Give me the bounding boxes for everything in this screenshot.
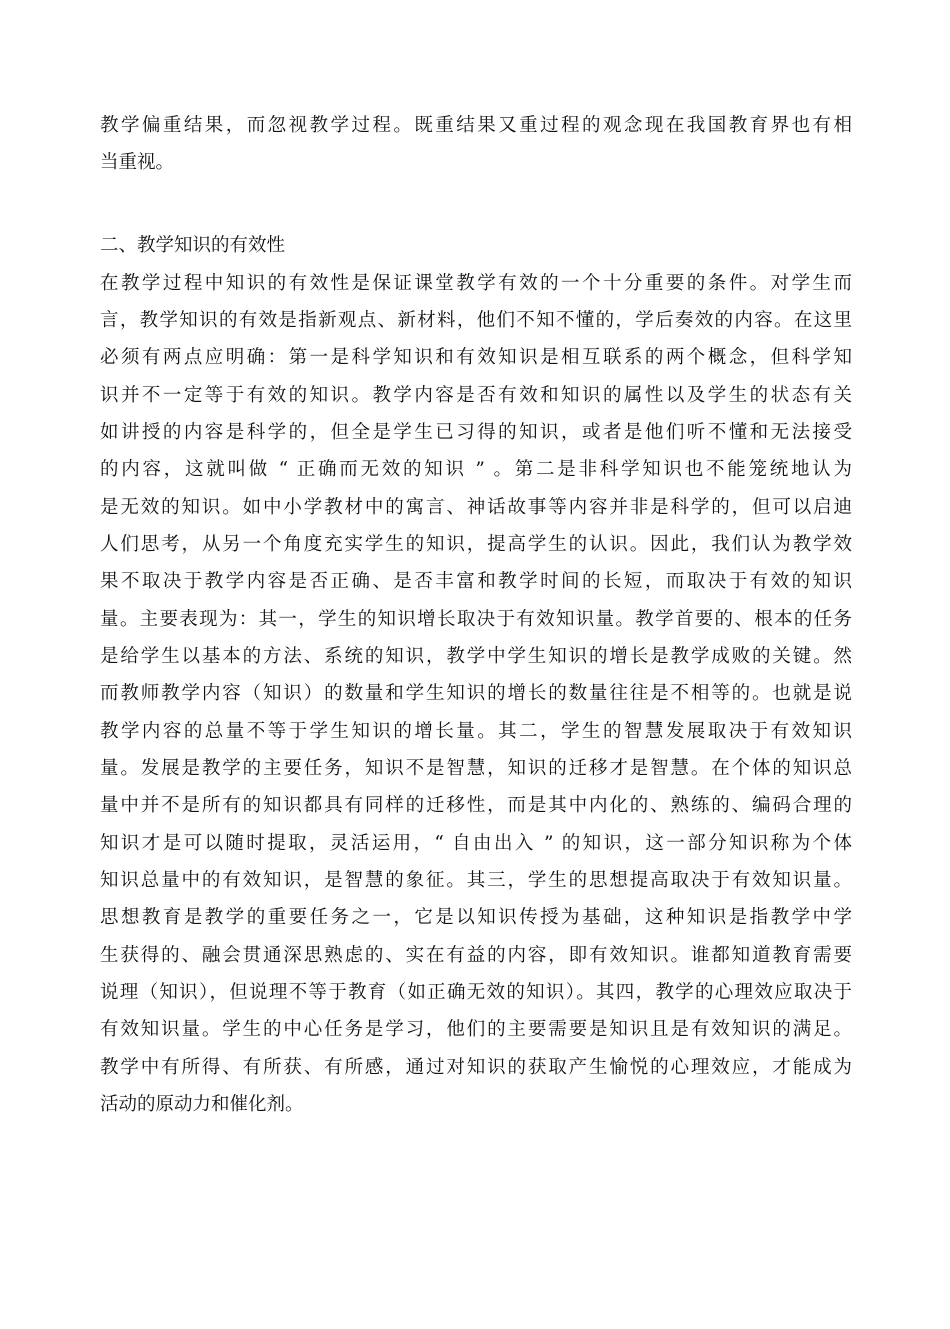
paragraph-2-line-22: 教学中有所得、有所获、有所感，通过对知识的获取产生愉悦的心理效应，才能成为 [100, 1057, 852, 1078]
paragraph-2-line-17: 知识总量中的有效知识，是智慧的象征。其三，学生的思想提高取决于有效知识量。 [100, 870, 852, 891]
paragraph-2-line-9: 果不取决于教学内容是否正确、是否丰富和教学时间的长短，而取决于有效的知识 [100, 571, 852, 592]
paragraph-2-line-13: 教学内容的总量不等于学生知识的增长量。其二，学生的智慧发展取决于有效知识 [100, 721, 852, 742]
paragraph-2-line-5: 如讲授的内容是科学的，但全是学生已习得的知识，或者是他们听不懂和无法接受 [100, 422, 852, 443]
paragraph-2-line-2: 言，教学知识的有效是指新观点、新材料，他们不知不懂的，学后奏效的内容。在这里 [100, 310, 852, 331]
paragraph-2-line-15: 量中并不是所有的知识都具有同样的迁移性，而是其中内化的、熟练的、编码合理的 [100, 795, 852, 816]
paragraph-2-line-10: 量。主要表现为：其一，学生的知识增长取决于有效知识量。教学首要的、根本的任务 [100, 609, 852, 630]
section-heading: 二、教学知识的有效性 [100, 235, 286, 256]
paragraph-2-line-21: 有效知识量。学生的中心任务是学习，他们的主要需要是知识且是有效知识的满足。 [100, 1019, 852, 1040]
paragraph-2-line-6: 的内容，这就叫做 “ 正确而无效的知识 ” 。第二是非科学知识也不能笼统地认为 [100, 459, 852, 480]
paragraph-2-line-14: 量。发展是教学的主要任务，知识不是智慧，知识的迁移才是智慧。在个体的知识总 [100, 758, 852, 779]
paragraph-2-line-12: 而教师教学内容（知识）的数量和学生知识的增长的数量往往是不相等的。也就是说 [100, 683, 852, 704]
paragraph-2-line-1: 在教学过程中知识的有效性是保证课堂教学有效的一个十分重要的条件。对学生而 [100, 273, 852, 294]
paragraph-2-line-20: 说理（知识），但说理不等于教育（如正确无效的知识）。其四，教学的心理效应取决于 [100, 982, 852, 1003]
paragraph-2-line-23: 活动的原动力和催化剂。 [100, 1094, 304, 1115]
paragraph-1-line-1: 教学偏重结果，而忽视教学过程。既重结果又重过程的观念现在我国教育界也有相 [100, 115, 852, 136]
paragraph-1-line-2: 当重视。 [100, 152, 175, 173]
paragraph-2-line-16: 知识才是可以随时提取，灵活运用，“ 自由出入 ” 的知识，这一部分知识称为个体 [100, 833, 852, 854]
paragraph-2-line-19: 生获得的、融会贯通深思熟虑的、实在有益的内容，即有效知识。谁都知道教育需要 [100, 945, 852, 966]
paragraph-2-line-8: 人们思考，从另一个角度充实学生的知识，提高学生的认识。因此，我们认为教学效 [100, 534, 852, 555]
paragraph-2-line-4: 识并不一定等于有效的知识。教学内容是否有效和知识的属性以及学生的状态有关 [100, 385, 852, 406]
paragraph-2-line-18: 思想教育是教学的重要任务之一，它是以知识传授为基础，这种知识是指教学中学 [100, 907, 852, 928]
paragraph-2-line-7: 是无效的知识。如中小学教材中的寓言、神话故事等内容并非是科学的，但可以启迪 [100, 497, 852, 518]
paragraph-2-line-3: 必须有两点应明确：第一是科学知识和有效知识是相互联系的两个概念，但科学知 [100, 347, 852, 368]
paragraph-2-line-11: 是给学生以基本的方法、系统的知识，教学中学生知识的增长是教学成败的关键。然 [100, 646, 852, 667]
